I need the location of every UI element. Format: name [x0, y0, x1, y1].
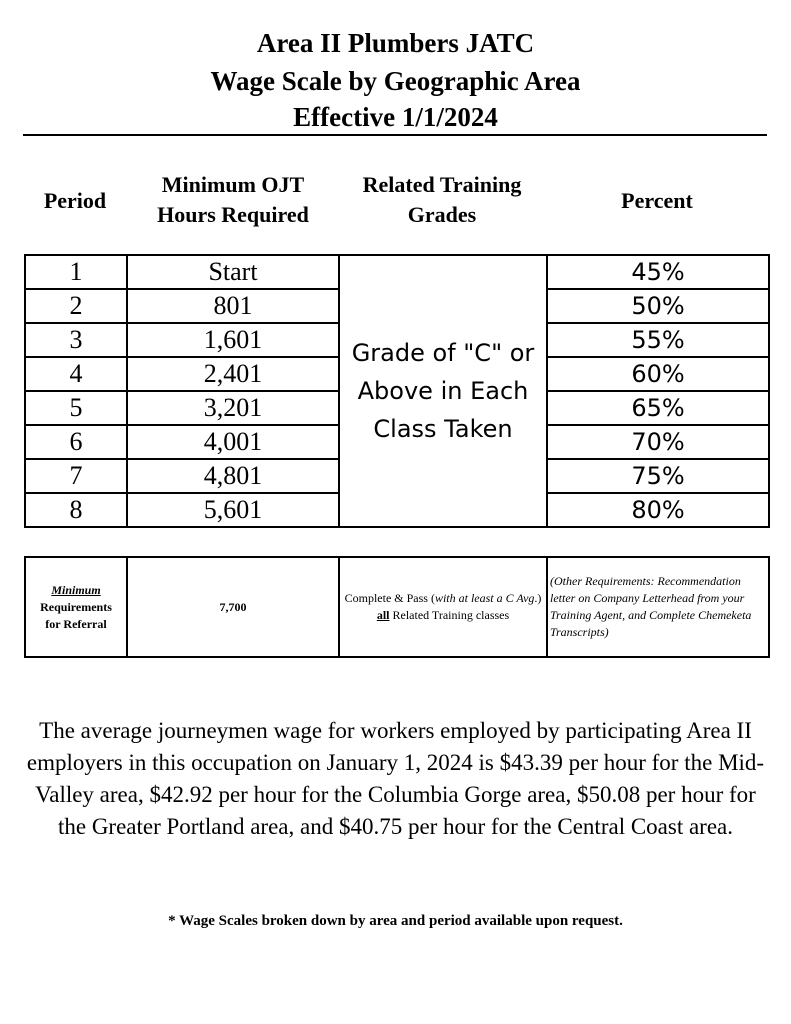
hours-cell: 5,601 [127, 493, 339, 527]
period-cell: 7 [25, 459, 127, 493]
table-row [25, 255, 769, 289]
referral-classes-cell [339, 557, 547, 657]
period-cell: 2 [25, 289, 127, 323]
average-wage-paragraph: The average journeymen wage for workers employed by participating Area II employers in this occupation on January 1, 2024 is $43.39 per hour for the Mid-Valley area, $42.92 per hour for the Columbia Gorge area, $50.08 per hour for the Greater Portland area, and $40.75 per hour for the Central Coast area. [26, 718, 765, 839]
grade-requirement-line2: Above in Each [357, 377, 529, 405]
hours-cell: 801 [127, 289, 339, 323]
column-header-grades-line1: Related Training [362, 172, 522, 197]
percent-cell: 65% [547, 391, 769, 425]
percent-cell: 55% [547, 323, 769, 357]
column-header-grades-line2: Grades [407, 202, 477, 227]
title-line-1: Area II Plumbers JATC [256, 28, 535, 58]
grade-requirement-cell [339, 255, 547, 527]
referral-requirements-table [24, 556, 770, 658]
period-cell: 4 [25, 357, 127, 391]
referral-classes-all: all [376, 608, 390, 622]
referral-label-cell [25, 557, 127, 657]
referral-classes-pre: Complete & Pass ( [344, 591, 435, 605]
percent-cell: 80% [547, 493, 769, 527]
referral-row [25, 557, 769, 657]
percent-cell: 60% [547, 357, 769, 391]
grade-requirement-line3: Class Taken [373, 415, 513, 443]
hours-cell: 1,601 [127, 323, 339, 357]
hours-cell: 4,001 [127, 425, 339, 459]
title-line-3: Effective 1/1/2024 [293, 102, 498, 132]
referral-other-requirements-cell: (Other Requirements: Recommendation letter on Company Letterhead from your Training Agent, and Complete Chemeketa Transcripts) [547, 557, 769, 657]
column-header-grades [338, 170, 546, 230]
referral-label-for-referral: for Referral [45, 616, 107, 631]
title-divider [23, 134, 767, 136]
referral-label-requirements: Requirements [40, 599, 112, 614]
percent-cell: 45% [547, 255, 769, 289]
percent-cell: 70% [547, 425, 769, 459]
period-cell: 1 [25, 255, 127, 289]
referral-classes-mid: .) [534, 591, 542, 605]
hours-cell: 2,401 [127, 357, 339, 391]
column-header-ojt-line1: Minimum OJT [161, 172, 305, 197]
referral-hours-cell: 7,700 [127, 557, 339, 657]
referral-label-minimum: Minimum [51, 582, 101, 597]
column-header-period: Period [43, 188, 107, 213]
period-cell: 5 [25, 391, 127, 425]
percent-cell: 75% [547, 459, 769, 493]
hours-cell: Start [127, 255, 339, 289]
hours-cell: 3,201 [127, 391, 339, 425]
wage-scale-table [24, 254, 770, 528]
period-cell: 8 [25, 493, 127, 527]
period-cell: 3 [25, 323, 127, 357]
referral-classes-post: Related Training classes [389, 608, 510, 622]
hours-cell: 4,801 [127, 459, 339, 493]
column-header-percent: Percent [621, 188, 693, 213]
period-cell: 6 [25, 425, 127, 459]
footnote: * Wage Scales broken down by area and period available upon request. [168, 913, 623, 929]
percent-cell: 50% [547, 289, 769, 323]
referral-classes-italic: with at least a C Avg [434, 591, 535, 605]
title-line-2: Wage Scale by Geographic Area [210, 66, 581, 96]
column-header-ojt-line2: Hours Required [157, 202, 309, 227]
grade-requirement-line1: Grade of "C" or [351, 339, 535, 367]
column-header-ojt [128, 170, 338, 230]
